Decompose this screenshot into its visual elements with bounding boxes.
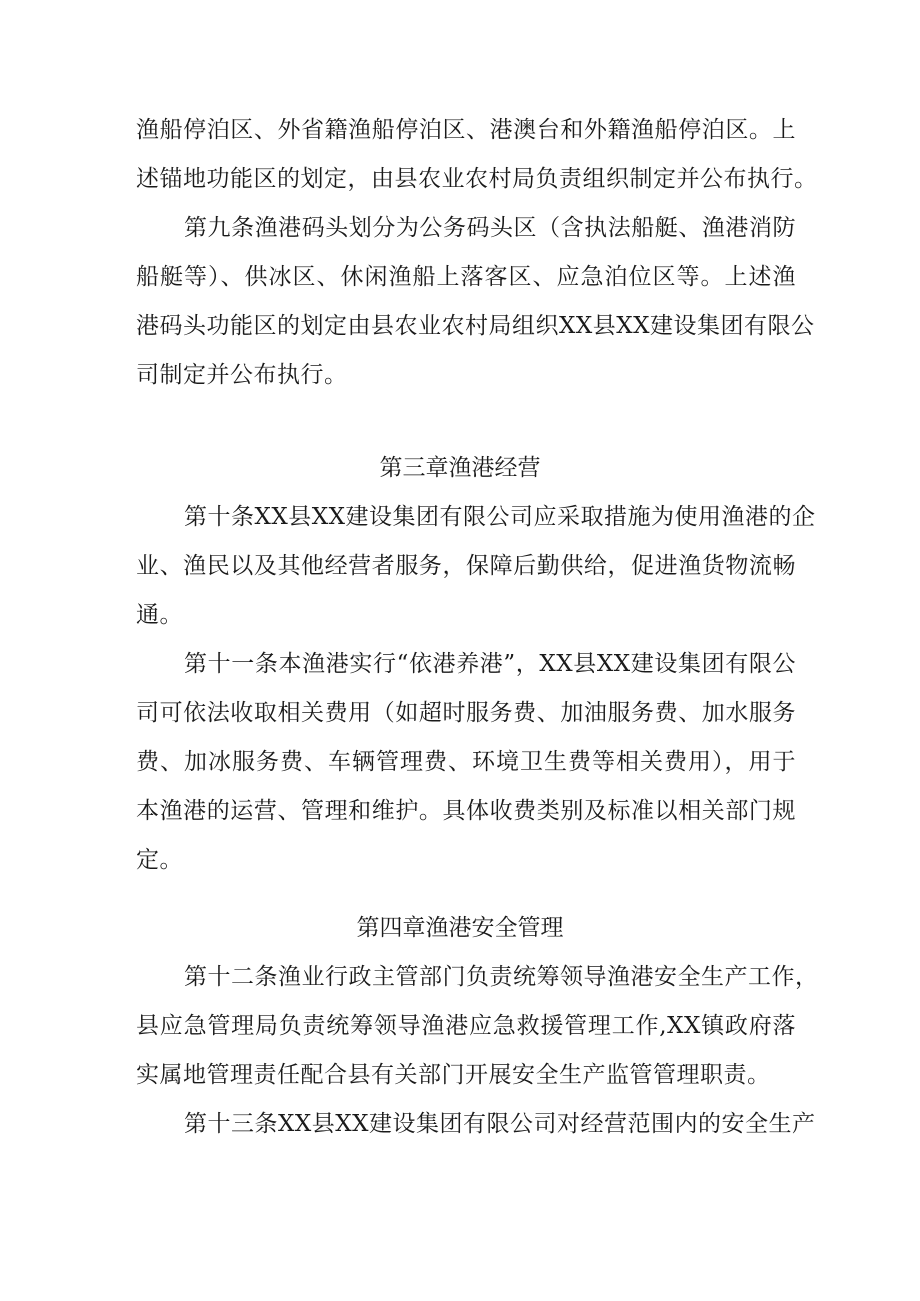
paragraph-line: 定。 [136,847,183,873]
paragraph-line: 第十条XX县XX建设集团有限公司应采取措施为使用渔港的企 [184,504,816,530]
paragraph-line: 县应急管理局负责统筹领导渔港应急救援管理工作,XX镇政府落 [136,1013,796,1039]
paragraph-line: 实属地管理责任配合县有关部门开展安全生产监管管理职责。 [136,1062,771,1088]
paragraph-line: 司制定并公布执行。 [136,362,348,388]
paragraph-line: 第十二条渔业行政主管部门负责统筹领导渔港安全生产工作， [184,964,819,990]
paragraph-line: 通。 [136,602,183,628]
paragraph-line: 第十三条XX县XX建设集团有限公司对经营范围内的安全生产 [184,1111,816,1137]
paragraph-line: 费、加冰服务费、车辆管理费、环境卫生费等相关费用），用于 [136,749,796,775]
paragraph-line: 本渔港的运营、管理和维护。具体收费类别及标准以相关部门规 [136,798,796,824]
paragraph-line: 业、渔民以及其他经营者服务，保障后勤供给，促进渔货物流畅 [136,553,796,579]
paragraph-line: 船艇等）、供冰区、休闲渔船上落客区、应急泊位区等。上述渔 [136,264,796,290]
paragraph-line: 渔船停泊区、外省籍渔船停泊区、港澳台和外籍渔船停泊区。上 [136,117,796,143]
paragraph-line: 述锚地功能区的划定，由县农业农村局负责组织制定并公布执行。 [136,166,818,192]
paragraph-line: 司可依法收取相关费用（如超时服务费、加油服务费、加水服务 [136,700,796,726]
paragraph-line: 第九条渔港码头划分为公务码头区（含执法船艇、渔港消防 [184,215,796,241]
paragraph-line: 第十一条本渔港实行“依港养港”，XX县XX建设集团有限公 [184,651,796,677]
chapter-heading: 第三章渔港经营 [379,455,541,481]
chapter-heading: 第四章渔港安全管理 [356,915,564,941]
paragraph-line: 港码头功能区的划定由县农业农村局组织XX县XX建设集团有限公 [136,313,815,339]
